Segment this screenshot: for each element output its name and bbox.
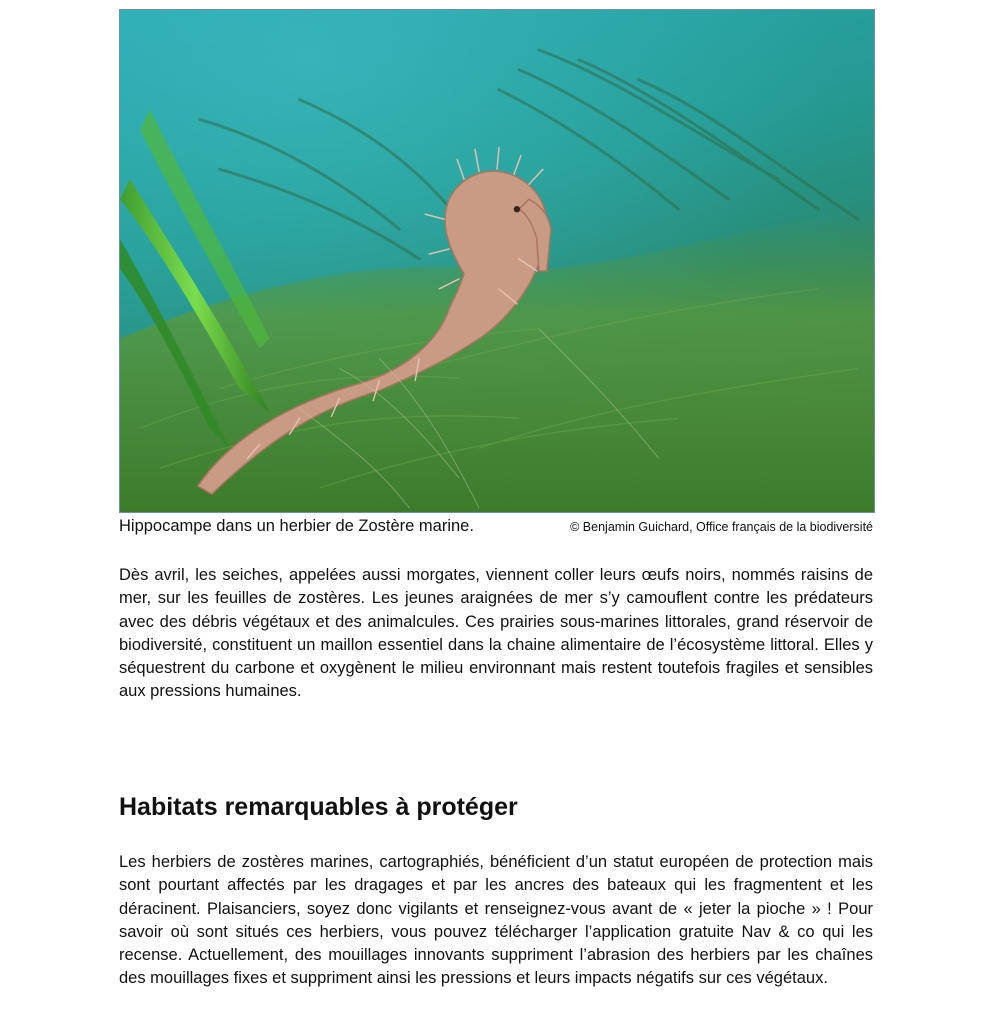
photo-caption — [119, 515, 875, 537]
section-heading: Habitats remarquables à protéger — [119, 793, 518, 821]
intro-paragraph: Dès avril, les seiches, appelées aussi morgates, viennent coller leurs œufs noirs, nommés raisins de mer, sur les feuilles de zostères. Les jeunes araignées de mer s’y camouflent contre les prédateurs avec des débris végétaux et des animalcules. Ces prairies sous-marines littorales, grand réservoir de biodiversité, constituent un maillon essentiel dans la chaine alimentaire de l’écosystème littoral. Elles y séquestrent du carbone et oxygènent le milieu environnant mais restent toutefois fragiles et sensibles aux pressions humaines. — [119, 566, 873, 701]
protection-paragraph: Les herbiers de zostères marines, cartographiés, bénéficient d’un statut européen de protection mais sont pourtant affectés par les dragages et par les ancres des bateaux qui les fragmentent et les déracinent. Plaisanciers, soyez donc vigilants et renseignez-vous avant de « jeter la pioche » ! Pour savoir où sont situés ces herbiers, vous pouvez télécharger l’application gratuite Nav & co qui les recense. Actuellement, des mouillages innovants suppriment l’abrasion des herbiers par les chaînes des mouillages fixes et suppriment ainsi les pressions et leurs impacts négatifs sur ces végétaux. — [119, 853, 873, 988]
seahorse-illustration — [120, 10, 874, 512]
seahorse-photo — [119, 9, 875, 513]
caption-text: Hippocampe dans un herbier de Zostère marine. — [119, 517, 474, 535]
photo-credit: © Benjamin Guichard, Office français de la biodiversité — [570, 520, 873, 534]
